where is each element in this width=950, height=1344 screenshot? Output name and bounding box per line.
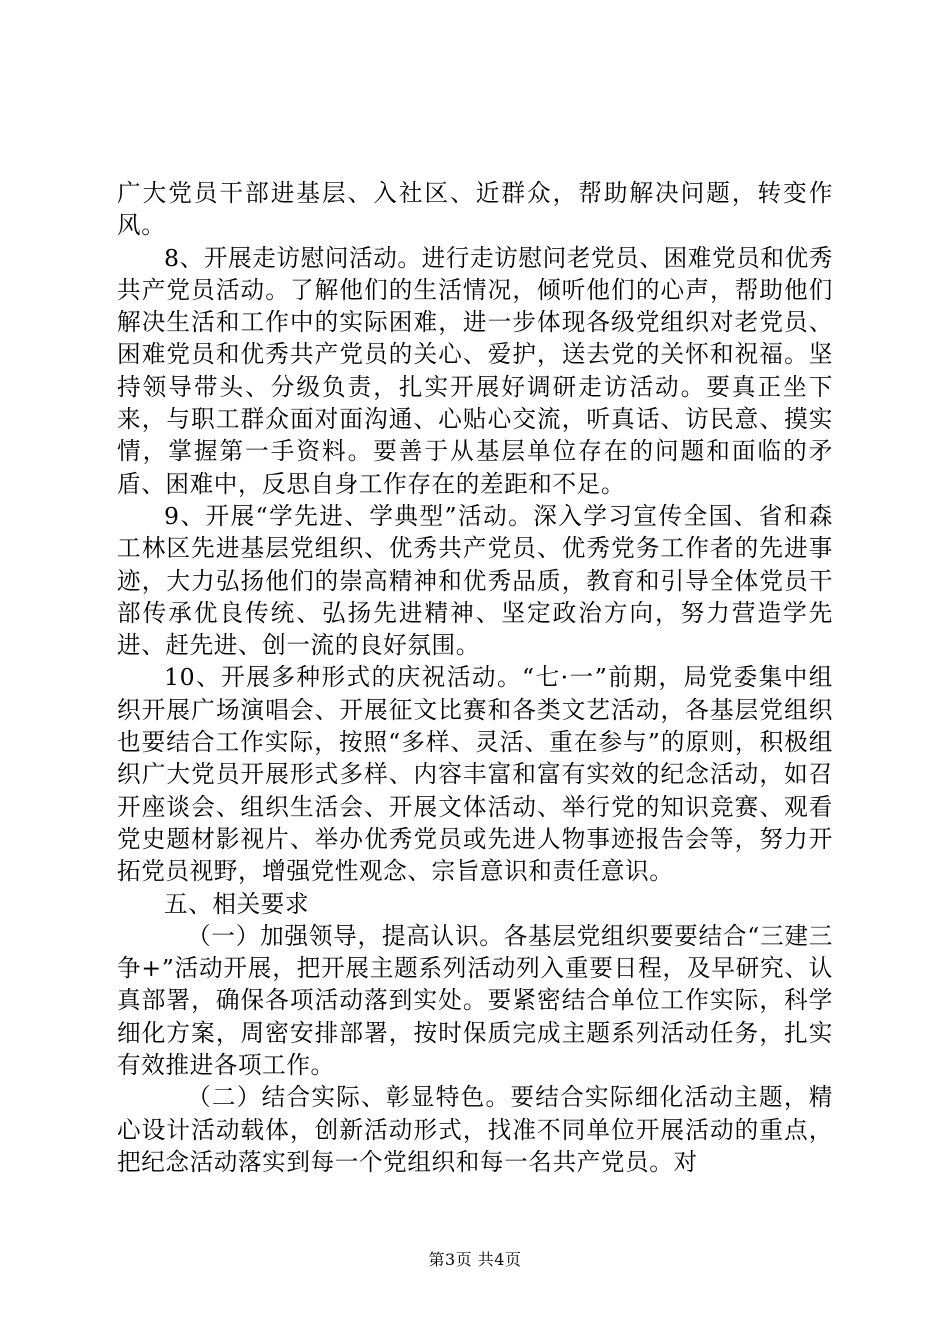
paragraph-requirement-1: （一）加强领导，提高认识。各基层党组织要要结合“三建三争+”活动开展，把开展主题系列活动列入重要日程，及早研究、认真部署，确保各项活动落到实处。要紧密结合单位工作实际，科学细化方案，周密安排部署，按时保质完成主题系列活动任务，扎实有效推进各项工作。 (117, 921, 833, 1080)
paragraph-continuation: 广大党员干部进基层、入社区、近群众，帮助解决问题，转变作风。 (117, 179, 833, 240)
paragraph-requirement-2: （二）结合实际、彰显特色。要结合实际细化活动主题，精心设计活动载体，创新活动形式，找准不同单位开展活动的重点，把纪念活动落实到每一个党组织和每一名共产党员。对 (117, 1083, 833, 1176)
paragraph-item-8: 8、开展走访慰问活动。进行走访慰问老党员、困难党员和优秀共产党员活动。了解他们的生活情况，倾听他们的心声，帮助他们解决生活和工作中的实际困难，进一步体现各级党组织对老党员、困难党员和优秀共产党员的关心、爱护，送去党的关怀和祝福。坚持领导带头、分级负责，扎实开展好调研走访活动。要真正坐下来，与职工群众面对面沟通、心贴心交流，听真话、访民意、摸实情，掌握第一手资料。要善于从基层单位存在的问题和面临的矛盾、困难中，反思自身工作存在的差距和不足。 (117, 243, 833, 498)
page-footer: 第3页 共4页 (428, 1250, 522, 1269)
paragraph-item-9: 9、开展“学先进、学典型”活动。深入学习宣传全国、省和森工林区先进基层党组织、优秀共产党员、优秀党务工作者的先进事迹，大力弘扬他们的崇高精神和优秀品质，教育和引导全体党员干部传承优良传统、弘扬先进精神、坚定政治方向，努力营造学先进、赶先进、创一流的良好氛围。 (117, 501, 833, 660)
document-body (117, 177, 833, 1178)
paragraph-item-10: 10、开展多种形式的庆祝活动。“七·一”前期，局党委集中组织开展广场演唱会、开展征文比赛和各类文艺活动，各基层党组织也要结合工作实际，按照“多样、灵活、重在参与”的原则，积极组织广大党员开展形式多样、内容丰富和富有实效的纪念活动，如召开座谈会、组织生活会、开展文体活动、举行党的知识竞赛、观看党史题材影视片、举办优秀党员或先进人物事迹报告会等，努力开拓党员视野，增强党性观念、宗旨意识和责任意识。 (117, 663, 833, 886)
section-heading-requirements: 五、相关要求 (164, 889, 310, 918)
